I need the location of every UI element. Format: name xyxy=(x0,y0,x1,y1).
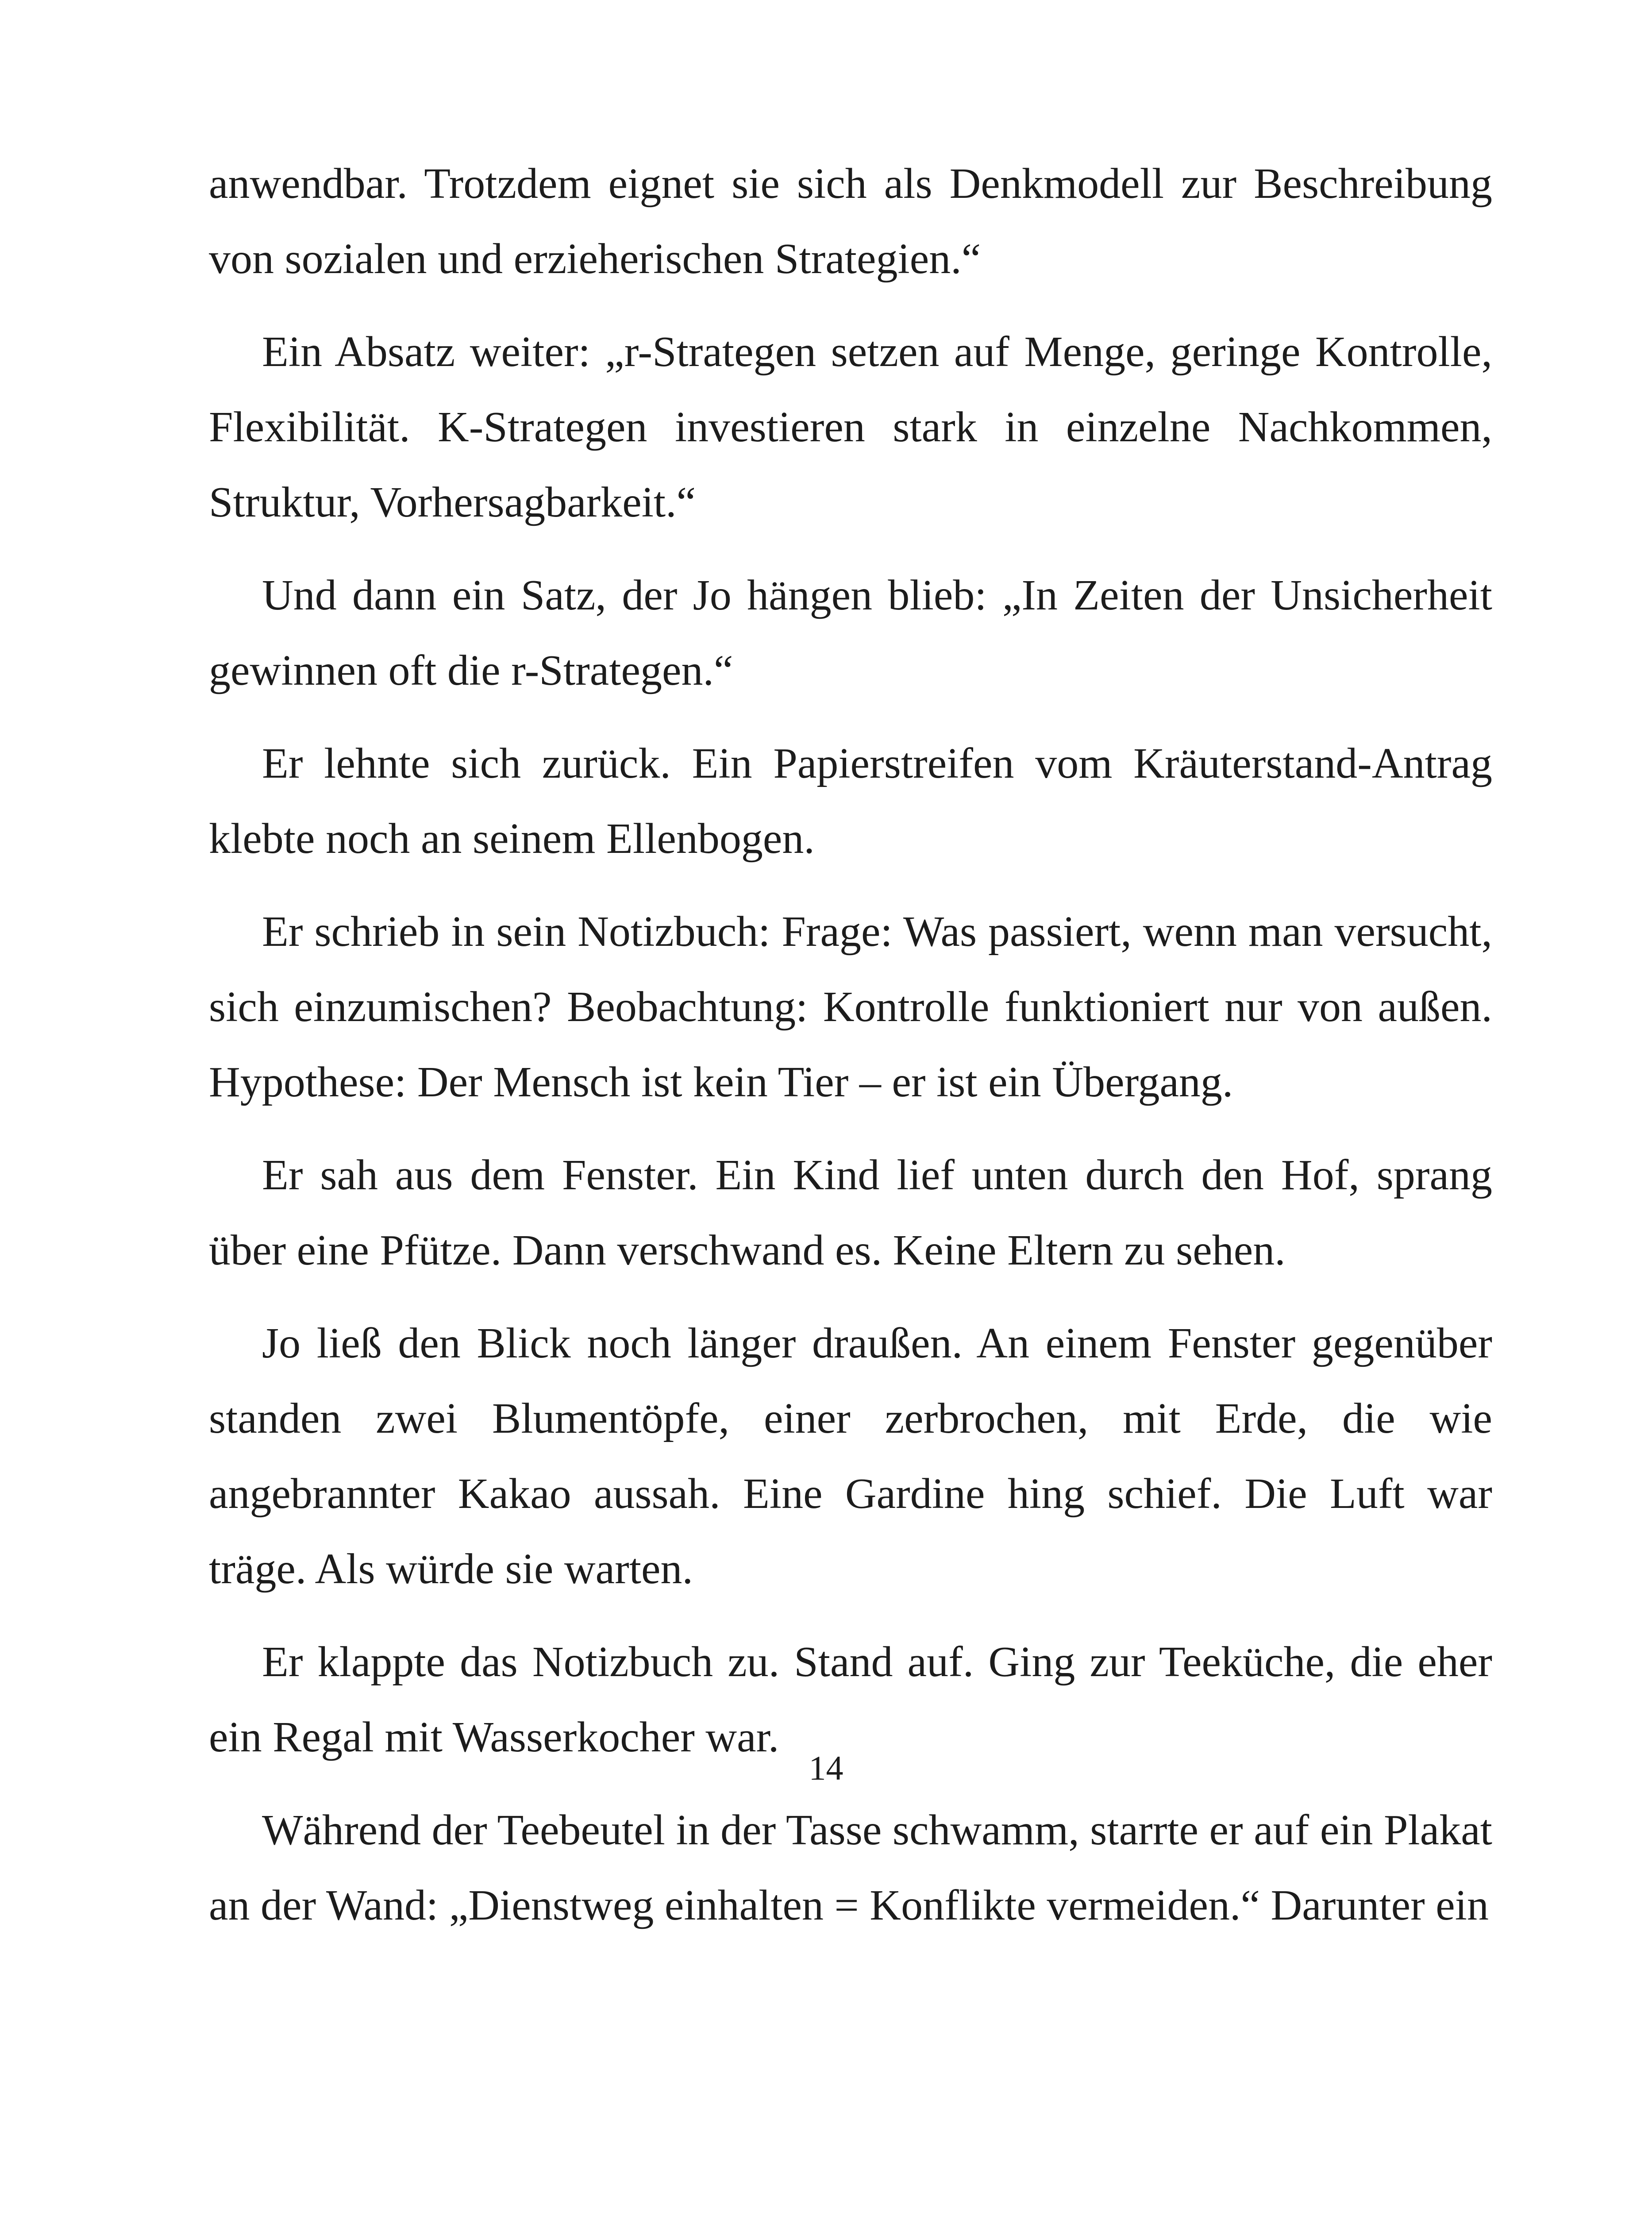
paragraph: Er lehnte sich zurück. Ein Papierstreifen vom Kräuterstand-Antrag klebte noch an seinem Ellenbogen. xyxy=(209,740,1492,863)
paragraph: Und dann ein Satz, der Jo hängen blieb: „In Zeiten der Unsicherheit gewinnen oft die r-Strategen.“ xyxy=(209,571,1492,694)
paragraph: Ein Absatz weiter: „r-Strategen setzen auf Menge, geringe Kontrolle, Flexibilität. K-Strategen investieren stark in einzelne Nachkommen, Struktur, Vorhersagbarkeit.“ xyxy=(209,328,1492,526)
paragraph: Er schrieb in sein Notizbuch: Frage: Was passiert, wenn man versucht, sich einzumischen? Beobachtung: Kontrolle funktioniert nur von außen. Hypothese: Der Mensch ist kein Tier – er ist ein Übergang. xyxy=(209,908,1492,1106)
paragraph: anwendbar. Trotzdem eignet sie sich als Denkmodell zur Beschreibung von sozialen und erzieherischen Strategien.“ xyxy=(209,160,1492,283)
paragraph: Jo ließ den Blick noch länger draußen. An einem Fenster gegenüber standen zwei Blumentöpfe, einer zerbrochen, mit Erde, die wie angebrannter Kakao aussah. Eine Gardine hing schief. Die Luft war träge. Als würde sie warten. xyxy=(209,1319,1492,1593)
paragraph: Er klappte das Notizbuch zu. Stand auf. Ging zur Teeküche, die eher ein Regal mit Wasserkocher war. xyxy=(209,1638,1492,1761)
paragraph: Während der Teebeutel in der Tasse schwamm, starrte er auf ein Plakat an der Wand: „Dienstweg einhalten = Konflikte vermeiden.“ Darunter ein xyxy=(209,1806,1492,1929)
paragraph: Er sah aus dem Fenster. Ein Kind lief unten durch den Hof, sprang über eine Pfütze. Dann verschwand es. Keine Eltern zu sehen. xyxy=(209,1151,1492,1274)
body-text xyxy=(209,146,1492,1961)
page-number: 14 xyxy=(809,1749,843,1787)
